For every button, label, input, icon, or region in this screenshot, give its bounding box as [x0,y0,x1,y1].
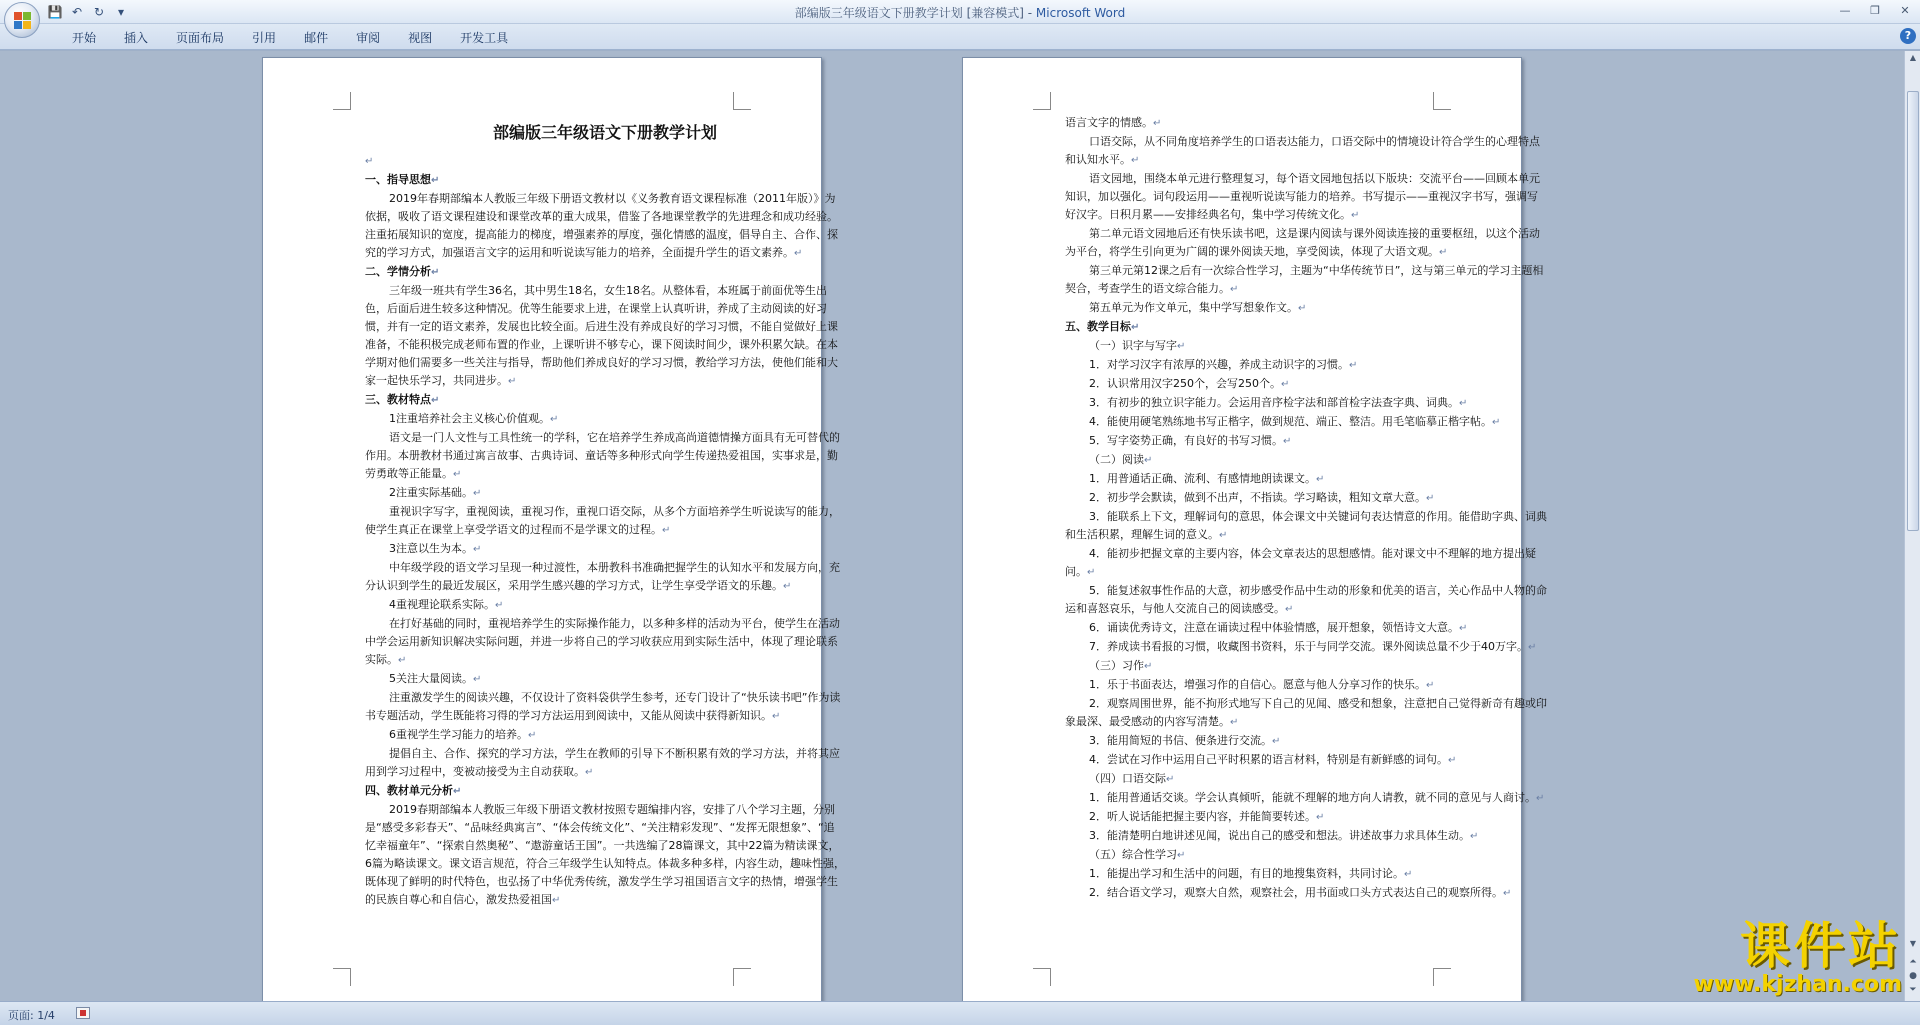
paragraph-text: 7．养成读书看报的习惯，收藏图书资料，乐于与同学交流。课外阅读总量不少于40万字。 [1089,640,1528,653]
document-page-2[interactable] [962,57,1547,1001]
paragraph [1065,375,1547,394]
crop-mark [333,92,351,110]
paragraph-mark-icon: ↵ [473,488,482,499]
paragraph-text: 5关注大量阅读。 [389,672,473,685]
paragraph [365,670,845,689]
paragraph [365,484,845,503]
paragraph-mark-icon: ↵ [1283,436,1292,447]
paragraph-text: 中年级学段的语文学习呈现一种过渡性，本册教科书准确把握学生的认知水平和发展方向，充分认识到学生的最近发展区，采用学生感兴趣的学习方式，让学生享受学语文的乐趣。 [365,561,840,592]
next-page-icon[interactable]: ⏷ [1909,985,1917,995]
paragraph-mark-icon: ↵ [431,395,440,406]
paragraph-text: （一）识字与写字 [1089,339,1177,352]
app-name: Microsoft Word [1035,6,1126,20]
paragraph-text: 1．乐于书面表达，增强习作的自信心。愿意与他人分享习作的快乐。 [1089,678,1426,691]
customize-qat-icon[interactable]: ▾ [117,5,125,19]
paragraph-mark-icon: ↵ [1144,661,1153,672]
paragraph-text: 3注意以生为本。 [389,542,473,555]
paragraph-text: 语文是一门人文性与工具性统一的学科，它在培养学生养成高尚道德情操方面具有无可替代的作用。本册教材书通过寓言故事、古典诗词、童话等多种形式向学生传递热爱祖国，实事求是，勤劳勇敢等正能量。 [365,431,840,480]
page-1-text[interactable] [365,114,845,910]
paragraph-text: 第五单元为作文单元，集中学写想象作文。 [1089,301,1298,314]
paragraph [1065,356,1547,375]
paragraph-text: 1．能提出学习和生活中的问题，有目的地搜集资料，共同讨论。 [1089,867,1404,880]
scroll-up-icon[interactable]: ▲ [1909,53,1917,62]
paragraph-text: 4．尝试在习作中运用自己平时积累的语言材料，特别是有新鲜感的词句。 [1089,753,1448,766]
tab-home[interactable]: 开始 [72,31,97,45]
watermark-logo [1693,917,1902,997]
paragraph [365,596,845,615]
paragraph-mark-icon: ↵ [473,674,482,685]
title-bar [0,0,1920,24]
paragraph-text: （四）口语交际 [1089,772,1166,785]
crop-mark [1033,92,1051,110]
office-button[interactable] [4,2,40,38]
paragraph [365,282,845,391]
paragraph-text: （二）阅读 [1089,453,1144,466]
paragraph [365,540,845,559]
paragraph-text: 6重视学生学习能力的培养。 [389,728,528,741]
paragraph-text: 第二单元语文园地后还有快乐读书吧，这是课内阅读与课外阅读连接的重要枢纽，以这个活动为平台，将学生引向更为广阔的课外阅读天地，享受阅读，体现了大语文观。 [1065,227,1540,258]
paragraph [365,503,845,540]
page-count[interactable]: 页面: 1/4 [8,1009,55,1022]
paragraph-mark-icon: ↵ [1426,680,1435,691]
paragraph [1065,884,1547,903]
paragraph [365,689,845,726]
undo-icon[interactable]: ↶ [71,5,83,19]
paragraph-mark-icon: ↵ [453,469,462,480]
crop-mark [733,968,751,986]
status-bar [0,1001,1920,1025]
paragraph-text: 第三单元第12课之后有一次综合性学习，主题为“中华传统节日”，这与第三单元的学习主题相契合，考查学生的语文综合能力。 [1065,264,1544,295]
page-2-text[interactable] [1065,114,1547,903]
section-heading [1065,318,1547,337]
proofing-icon[interactable] [76,1007,90,1019]
paragraph-mark-icon: ↵ [550,414,559,425]
tab-review[interactable]: 审阅 [356,31,381,45]
tab-page-layout[interactable]: 页面布局 [176,31,225,45]
paragraph-text: 2．观察周围世界，能不拘形式地写下自己的见闻、感受和想象，注意把自己觉得新奇有趣或印象最深、最受感动的内容写清楚。 [1065,697,1547,728]
paragraph-mark-icon: ↵ [398,655,407,666]
previous-page-icon[interactable]: ⏶ [1909,957,1917,967]
paragraph-text: 5．能复述叙事性作品的大意，初步感受作品中生动的形象和优美的语言，关心作品中人物的命运和喜怒哀乐，与他人交流自己的阅读感受。 [1065,584,1547,615]
paragraph-mark-icon: ↵ [473,544,482,555]
tab-mailings[interactable]: 邮件 [304,31,329,45]
close-icon[interactable]: ✕ [1900,3,1910,17]
paragraph [1065,695,1547,732]
section-heading [365,391,845,410]
scrollbar-thumb[interactable] [1907,91,1919,531]
paragraph [365,615,845,670]
paragraph [365,190,845,263]
paragraph [365,429,845,484]
paragraph-text: 语言文字的情感。 [1065,116,1153,129]
paragraph [1065,170,1547,225]
section-heading [365,782,845,801]
paragraph-text: 1注重培养社会主义核心价值观。 [389,412,550,425]
paragraph-text: 重视识字写字，重视阅读，重视习作，重视口语交际，从多个方面培养学生听说读写的能力，使学生真正在课堂上享受学语文的过程而不是学课文的过程。 [365,505,840,536]
paragraph [1065,770,1547,789]
paragraph-mark-icon: ↵ [453,786,462,797]
section-heading [365,263,845,282]
paragraph [1065,808,1547,827]
section-heading [365,171,845,190]
crop-mark [733,92,751,110]
paragraph-mark-icon: ↵ [1448,755,1457,766]
paragraph-mark-icon: ↵ [1316,474,1325,485]
paragraph-mark-icon: ↵ [1459,623,1468,634]
paragraph [1065,225,1547,262]
paragraph-text: （三）习作 [1089,659,1144,672]
paragraph-text: 2．结合语文学习，观察大自然，观察社会，用书面或口头方式表达自己的观察所得。 [1089,886,1503,899]
document-workarea[interactable] [0,51,1904,1001]
paragraph [1065,451,1547,470]
paragraph-mark-icon: ↵ [1166,774,1175,785]
paragraph-mark-icon: ↵ [1177,850,1186,861]
paragraph [365,726,845,745]
paragraph-mark-icon: ↵ [1144,455,1153,466]
paragraph-mark-icon: ↵ [431,267,440,278]
paragraph-mark-icon: ↵ [1439,247,1448,258]
ribbon-tabs [58,29,522,47]
paragraph-text: 提倡自主、合作、探究的学习方法，学生在教师的引导下不断积累有效的学习方法，并将其应用到学习过程中，变被动接受为主自动获取。 [365,747,840,778]
paragraph-mark-icon: ↵ [495,600,504,611]
paragraph-text: 4重视理论联系实际。 [389,598,495,611]
paragraph-mark-icon: ↵ [1285,604,1294,615]
paragraph [365,801,845,910]
document-name: 部编版三年级语文下册教学计划 [兼容模式] - [794,6,1036,20]
paragraph-mark-icon: ↵ [1230,717,1239,728]
paragraph-text: 5．写字姿势正确，有良好的书写习惯。 [1089,434,1283,447]
paragraph-mark-icon: ↵ [794,248,803,259]
paragraph [365,745,845,782]
tab-references[interactable]: 引用 [252,31,277,45]
paragraph-mark-icon: ↵ [1470,831,1479,842]
paragraph [1065,582,1547,619]
paragraph-mark-icon: ↵ [1426,493,1435,504]
paragraph-mark-icon: ↵ [1131,155,1140,166]
paragraph-mark-icon: ↵ [1131,322,1140,333]
watermark-url: www.kjzhan.com [1693,972,1902,997]
paragraph-text: 2019春期部编本人教版三年级下册语文教材按照专题编排内容，安排了八个学习主题，分别是“感受多彩春天”、“品味经典寓言”、“体会传统文化”、“关注精彩发现”、“发挥无限想象”、“追忆幸福童年”、“探索自然奥秘”、“遨游童话王国”。一共选编了28篇课文，其中22篇为精读课文，6篇为略读课文。课文语言规范，符合三年级学生认知特点。体裁多种多样，内容生动，趣味性强，既体现了鲜明的时代特色，也弘扬了中华优秀传统，激发学生学习祖国语言文字的热情，增强学生的民族自尊心和自信心，激发热爱祖国 [365,803,845,906]
tab-developer[interactable]: 开发工具 [460,31,509,45]
paragraph [1065,413,1547,432]
crop-mark [1433,968,1451,986]
paragraph-text: 1．对学习汉字有浓厚的兴趣，养成主动识字的习惯。 [1089,358,1349,371]
paragraph-mark-icon: ↵ [1230,284,1239,295]
window-title [0,4,1920,21]
paragraph [1065,827,1547,846]
paragraph [1065,545,1547,582]
paragraph [1065,262,1547,299]
paragraph-mark-icon: ↵ [1281,379,1290,390]
paragraph-text: 1．用普通话正确、流利、有感情地朗读课文。 [1089,472,1316,485]
select-browse-object-icon[interactable]: ● [1909,971,1917,981]
paragraph-mark-icon: ↵ [431,175,440,186]
paragraph [1065,299,1547,318]
paragraph-mark-icon: ↵ [1503,888,1512,899]
paragraph [365,559,845,596]
paragraph-mark-icon: ↵ [1528,642,1537,653]
paragraph [1065,470,1547,489]
paragraph [1065,489,1547,508]
paragraph-mark-icon: ↵ [1316,812,1325,823]
paragraph-text: 3．有初步的独立识字能力。会运用音序检字法和部首检字法查字典、词典。 [1089,396,1459,409]
paragraph-text: 注重激发学生的阅读兴趣，不仅设计了资料袋供学生参考，还专门设计了“快乐读书吧”作为读书专题活动，学生既能将习得的学习方法运用到阅读中，又能从阅读中获得新知识。 [365,691,841,722]
redo-icon[interactable]: ↻ [93,5,105,19]
paragraph-mark-icon: ↵ [528,730,537,741]
minimize-icon[interactable]: — [1839,3,1851,17]
paragraph-text: 4．能使用硬笔熟练地书写正楷字，做到规范、端正、整洁。用毛笔临摹正楷字帖。 [1089,415,1492,428]
paragraph-mark-icon: ↵ [772,711,781,722]
paragraph-text: 五、教学目标 [1065,320,1131,333]
paragraph-text: 语文园地，围绕本单元进行整理复习，每个语文园地包括以下版块：交流平台——回顾本单元知识，加以强化。词句段运用——重视听说读写能力的培养。书写提示——重视汉字书写，强调写好汉字。日积月累——安排经典名句，集中学习传统文化。 [1065,172,1540,221]
help-icon[interactable]: ? [1900,28,1916,44]
paragraph-text: 四、教材单元分析 [365,784,453,797]
tab-view[interactable]: 视图 [408,31,433,45]
paragraph-text: 2注重实际基础。 [389,486,473,499]
paragraph [1065,394,1547,413]
paragraph-text: 6．诵读优秀诗文，注意在诵读过程中体验情感，展开想象，领悟诗文大意。 [1089,621,1459,634]
paragraph [1065,432,1547,451]
paragraph [1065,114,1547,133]
window-controls [1830,0,1920,20]
paragraph-text: 3．能用简短的书信、便条进行交流。 [1089,734,1272,747]
paragraph-mark-icon: ↵ [1272,736,1281,747]
crop-mark [333,968,351,986]
paragraph-text: 2．初步学会默读，做到不出声，不指读。学习略读，粗知文章大意。 [1089,491,1426,504]
paragraph-mark-icon: ↵ [1087,567,1096,578]
ribbon [0,24,1920,50]
paragraph-text: 三年级一班共有学生36名，其中男生18名，女生18名。从整体看，本班属于前面优等生出色，后面后进生较多这种情况。优等生能要求上进，在课堂上认真听讲，养成了主动阅读的好习惯，并有一定的语文素养，发展也比较全面。后进生没有养成良好的学习习惯，不能自觉做好上课准备，不能积极完成老师布置的作业，上课听讲不够专心，课下阅读时间少，课外积累欠缺。在本学期对他们需要多一些关注与指导，帮助他们养成良好的学习习惯，教给学习方法，使他们能和大家一起快乐学习，共同进步。 [365,284,838,387]
paragraph [1065,638,1547,657]
watermark-text: 课件站 [1740,917,1902,975]
paragraph-mark-icon: ↵ [1459,398,1468,409]
restore-icon[interactable]: ❐ [1870,3,1880,17]
save-icon[interactable]: 💾 [47,5,63,19]
paragraph-text: 1．能用普通话交谈。学会认真倾听，能就不理解的地方向人请教，就不同的意见与人商讨。 [1089,791,1536,804]
paragraph-text: 口语交际，从不同角度培养学生的口语表达能力，口语交际中的情境设计符合学生的心理特点和认知水平。 [1065,135,1540,166]
paragraph [1065,337,1547,356]
paragraph-text: 2．认识常用汉字250个，会写250个。 [1089,377,1281,390]
paragraph [1065,676,1547,695]
document-title: 部编版三年级语文下册教学计划 [492,123,717,142]
paragraph-text: 3．能联系上下文，理解词句的意思，体会课文中关键词句表达情意的作用。能借助字典、词典和生活积累，理解生词的意义。 [1065,510,1547,541]
paragraph-text: 4．能初步把握文章的主要内容，体会文章表达的思想感情。能对课文中不理解的地方提出疑问。 [1065,547,1536,578]
paragraph [1065,508,1547,545]
paragraph [1065,751,1547,770]
paragraph-mark-icon: ↵ [1492,417,1501,428]
paragraph [1065,789,1547,808]
paragraph-mark-icon: ↵ [1536,793,1545,804]
empty-paragraph: ↵ [365,156,374,167]
paragraph [1065,865,1547,884]
paragraph-mark-icon: ↵ [662,525,671,536]
paragraph [1065,732,1547,751]
document-page-1[interactable] [262,57,845,1001]
scroll-down-icon[interactable]: ▼ [1909,939,1917,948]
paragraph-mark-icon: ↵ [1153,118,1162,129]
paragraph [1065,657,1547,676]
paragraph-mark-icon: ↵ [1351,210,1360,221]
paragraph-mark-icon: ↵ [552,895,561,906]
paragraph [1065,619,1547,638]
crop-mark [1033,968,1051,986]
vertical-scrollbar[interactable] [1904,51,1920,1001]
paragraph-text: 三、教材特点 [365,393,431,406]
paragraph-mark-icon: ↵ [783,581,792,592]
paragraph-text: （五）综合性学习 [1089,848,1177,861]
paragraph [365,410,845,429]
paragraph [1065,133,1547,170]
paragraph [1065,846,1547,865]
paragraph-mark-icon: ↵ [585,767,594,778]
paragraph-text: 2．听人说话能把握主要内容，并能简要转述。 [1089,810,1316,823]
paragraph-mark-icon: ↵ [508,376,517,387]
paragraph-mark-icon: ↵ [1298,303,1307,314]
paragraph-text: 二、学情分析 [365,265,431,278]
paragraph-text: 2019年春期部编本人教版三年级下册语文教材以《义务教育语文课程标准（2011年版）》为依据，吸收了语文课程建设和课堂改革的重大成果，借鉴了各地课堂教学的先进理念和成功经验。注重拓展知识的宽度，提高能力的梯度，增强素养的厚度，强化情感的温度，倡导自主、合作、探究的学习方式，加强语言文字的运用和听说读写能力的培养，全面提升学生的语文素养。 [365,192,838,259]
office-logo-icon [14,12,31,29]
paragraph-mark-icon: ↵ [1349,360,1358,371]
paragraph-text: 在打好基础的同时，重视培养学生的实际操作能力，以多种多样的活动为平台，使学生在活动中学会运用新知识解决实际问题，并进一步将自己的学习收获应用到实际生活中，体现了理论联系实际。 [365,617,840,666]
paragraph-text: 3．能清楚明白地讲述见闻，说出自己的感受和想法。讲述故事力求具体生动。 [1089,829,1470,842]
paragraph-mark-icon: ↵ [1219,530,1228,541]
paragraph-mark-icon: ↵ [1177,341,1186,352]
paragraph-text: 一、指导思想 [365,173,431,186]
paragraph-mark-icon: ↵ [1404,869,1413,880]
crop-mark [1433,92,1451,110]
tab-insert[interactable]: 插入 [124,31,149,45]
